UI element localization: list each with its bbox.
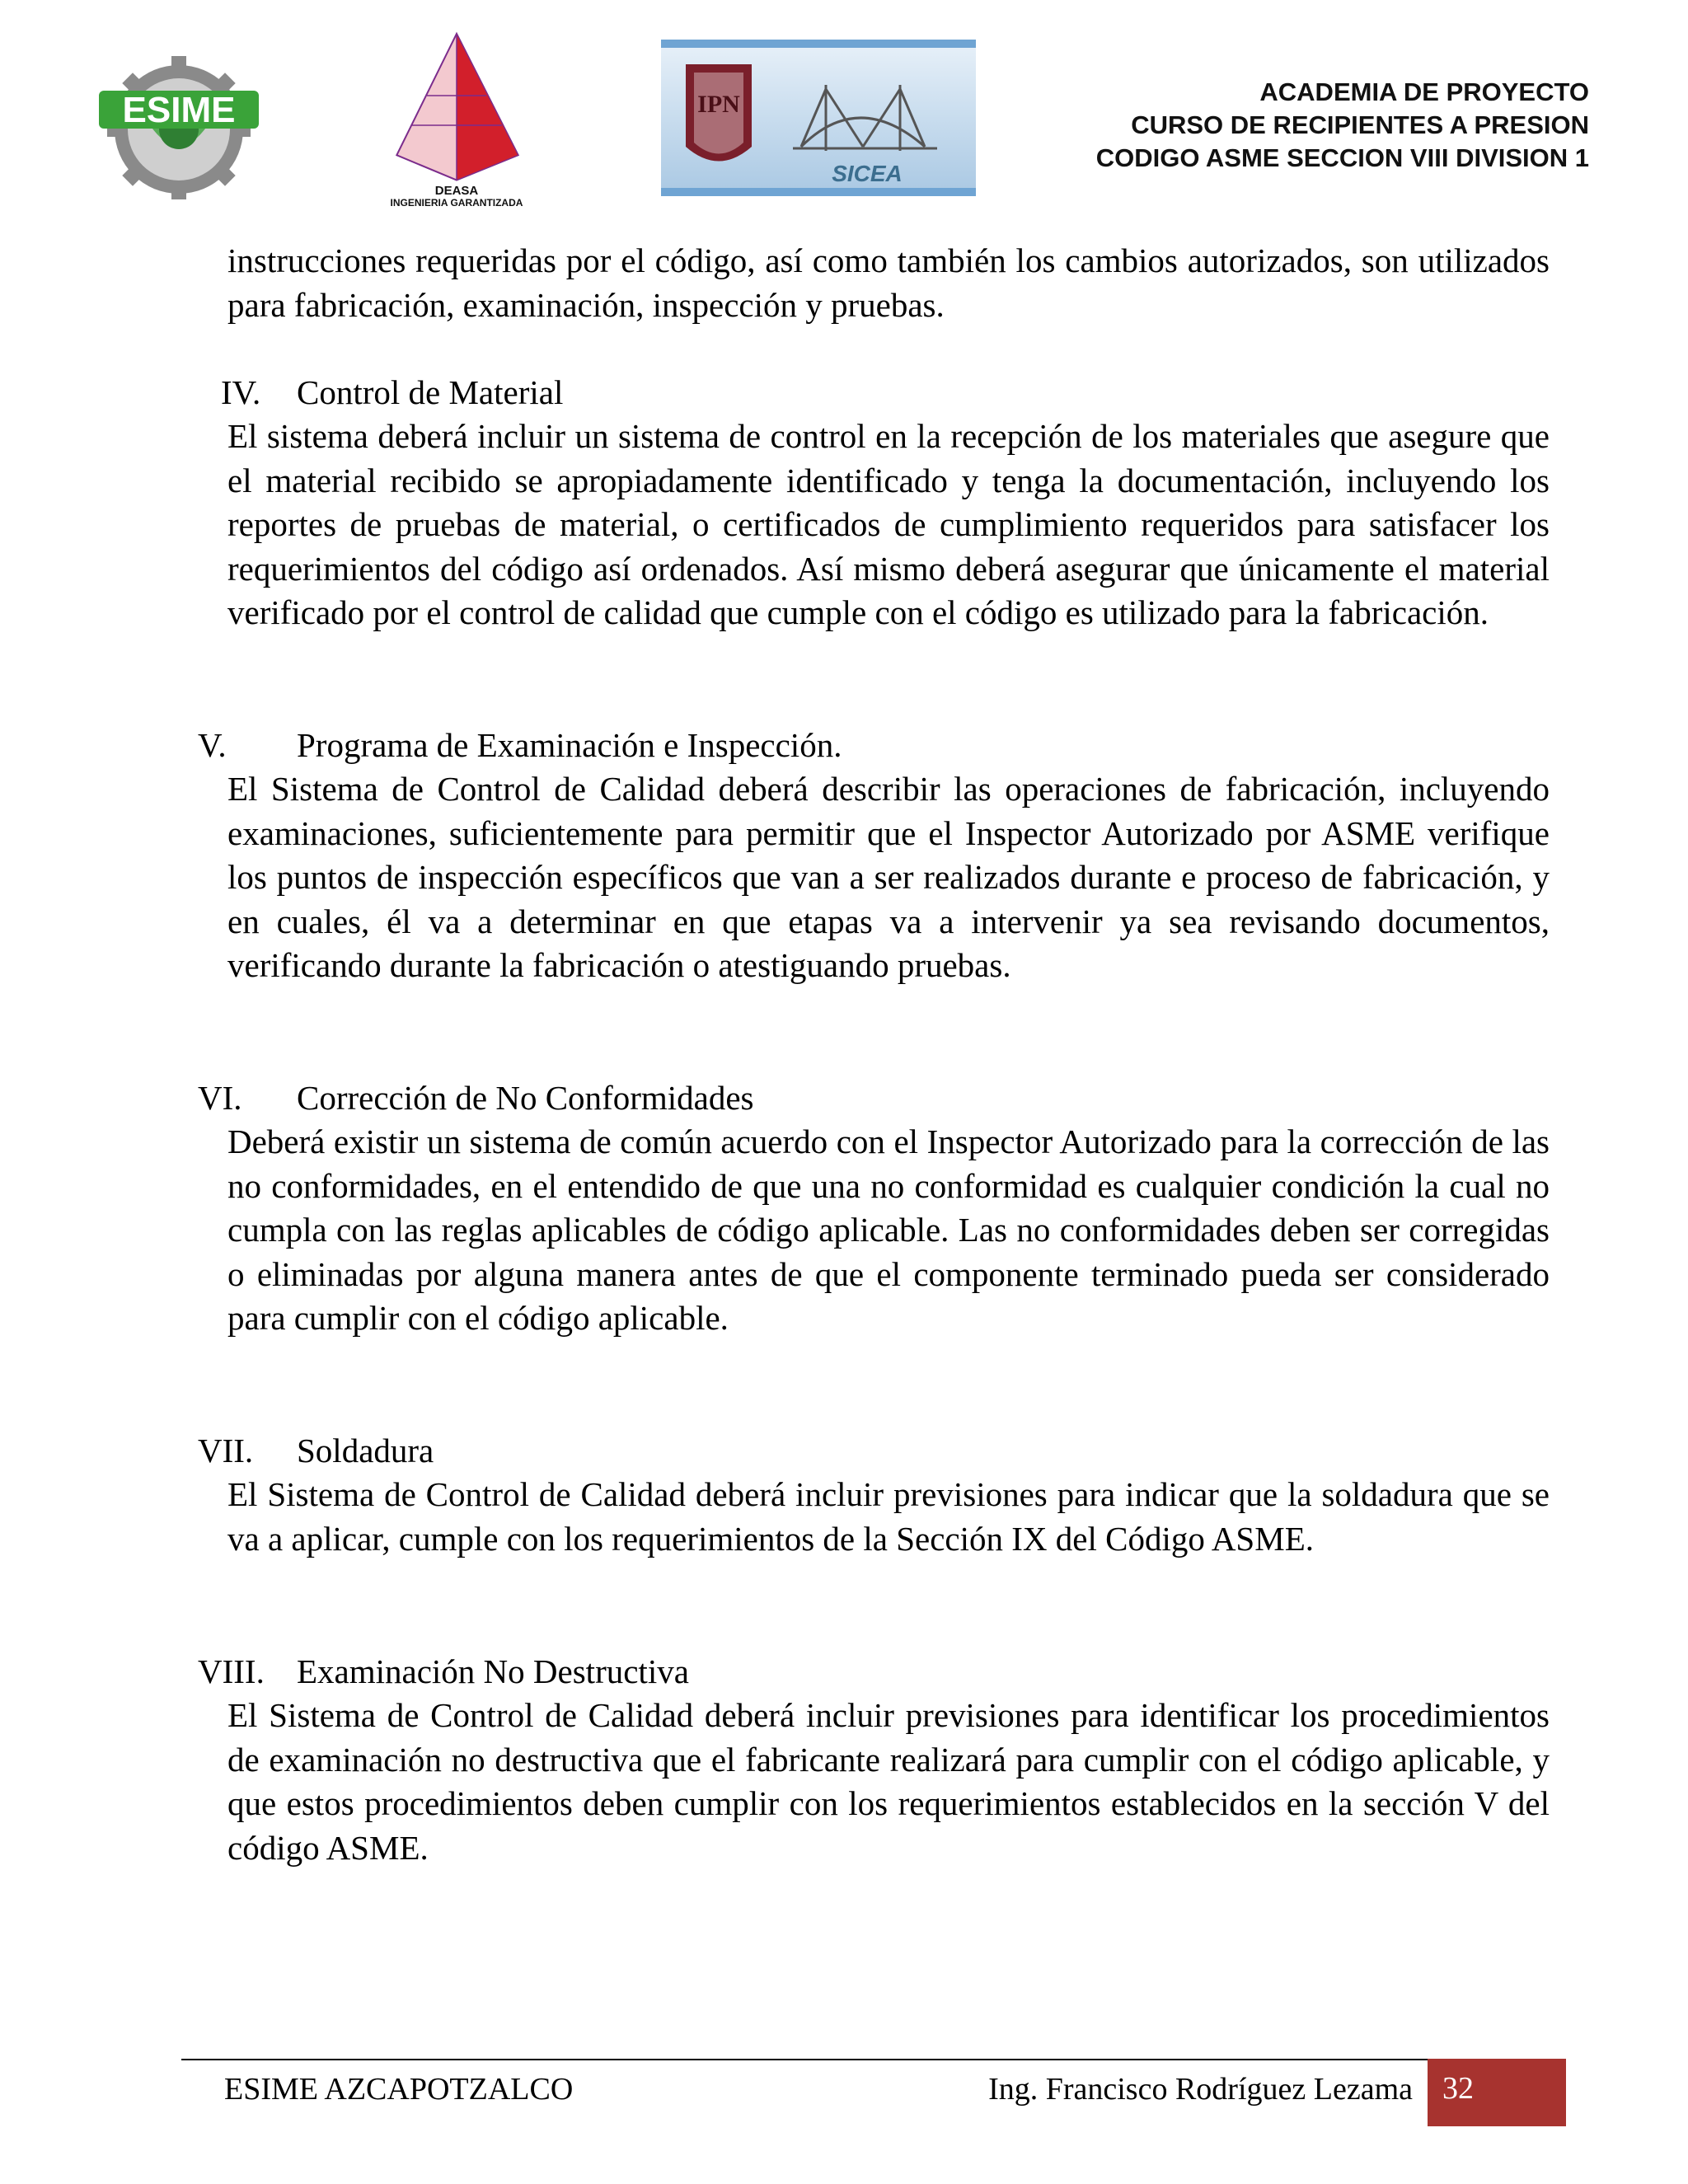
section-number: VIII. xyxy=(198,1652,265,1690)
section-body-iv: El sistema deberá incluir un sistema de control en la recepción de los materiales que asegure que el material recibido se apropiadamente identificado y tenga la documentación, incluyendo los reportes de pruebas de material, o certificados de cumplimiento requeridos para satisfacer los requerimientos del código así ordenados. Así mismo deberá asegurar que únicamente el material verificado por el control de calidad que cumple con el código es utilizado para la fabricación. xyxy=(227,417,1550,631)
footer-divider xyxy=(181,2059,1563,2060)
footer-author: Ing. Francisco Rodríguez Lezama xyxy=(988,2072,1413,2107)
page-number: 32 xyxy=(1442,2071,1474,2106)
ipn-logo-text: IPN xyxy=(697,91,740,118)
deasa-logo xyxy=(361,31,552,206)
section-body-v: El Sistema de Control de Calidad deberá describir las operaciones de fabricación, incluyendo examinaciones, suficientemente para permitir que el Inspector Autorizado por ASME verifique los puntos de inspección específicos que van a ser realizados durante e proceso de fabricación, y en cuales, él va a determinar en que etapas va a intervenir ya sea revisando documentos, verificando durante la fabricación o atestiguando pruebas. xyxy=(227,770,1550,984)
esime-logo xyxy=(92,51,265,199)
section-title: Control de Material xyxy=(297,373,564,411)
page-number-box xyxy=(1428,2059,1566,2126)
section-title: Programa de Examinación e Inspección. xyxy=(297,726,842,764)
footer-institution: ESIME AZCAPOTZALCO xyxy=(224,2072,574,2107)
header-title-line-3: CODIGO ASME SECCION VIII DIVISION 1 xyxy=(1095,143,1589,172)
deasa-logo-subtext: INGENIERIA GARANTIZADA xyxy=(390,197,523,206)
section-number: VII. xyxy=(198,1432,254,1469)
section-body-vi: Deberá existir un sistema de común acuerdo con el Inspector Autorizado para la corrección de las no conformidades, en el entendido de que una no conformidad es cualquier condición la cual no cumpla con las reglas aplicables de código aplicable. Las no conformidades deben ser corregidas o eliminadas por alguna manera antes de que el componente terminado pueda ser considerado para cumplir con el código aplicable. xyxy=(227,1122,1550,1337)
section-number: IV. xyxy=(221,373,261,411)
section-title: Soldadura xyxy=(297,1432,434,1469)
header-title-line-2: CURSO DE RECIPIENTES A PRESION xyxy=(1131,110,1589,139)
header-titles xyxy=(1096,76,1589,175)
intro-paragraph: instrucciones requeridas por el código, así como también los cambios autorizados, son utilizados para fabricación, examinación, inspección y pruebas. xyxy=(227,241,1550,324)
sicea-logo-text: SICEA xyxy=(832,161,903,186)
section-body-vii: El Sistema de Control de Calidad deberá incluir previsiones para indicar que la soldadura que se va a aplicar, cumple con los requerimientos de la Sección IX del Código ASME. xyxy=(227,1475,1550,1558)
esime-logo-text: ESIME xyxy=(122,90,236,130)
header-title-line-1: ACADEMIA DE PROYECTO xyxy=(1259,77,1589,106)
deasa-logo-text: DEASA xyxy=(434,184,479,198)
section-number: VI. xyxy=(198,1079,242,1117)
ipn-sicea-logo xyxy=(661,40,976,196)
section-body-viii: El Sistema de Control de Calidad deberá incluir previsiones para identificar los procedimientos de examinación no destructiva que el fabricante realizará para cumplir con el código aplicable, y que estos procedimientos deben cumplir con los requerimientos establecidos en la sección V del código ASME. xyxy=(227,1696,1550,1867)
page-header xyxy=(0,0,1688,214)
section-number: V. xyxy=(198,726,227,764)
section-title: Examinación No Destructiva xyxy=(297,1652,689,1690)
section-title: Corrección de No Conformidades xyxy=(297,1079,754,1117)
